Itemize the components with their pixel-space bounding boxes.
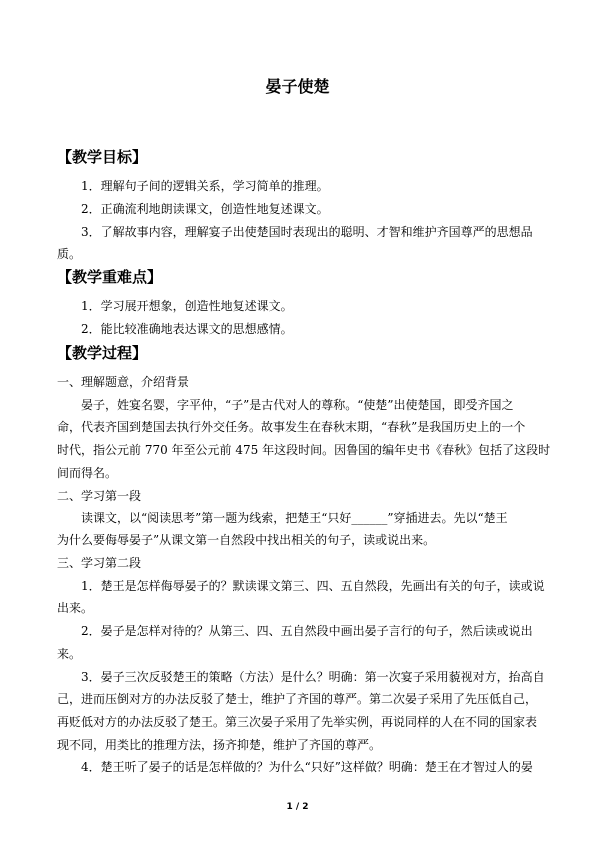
process-paragraph-line: 时代，指公元前 770 年至公元前 475 年这段时间。因鲁国的编年史书《春秋》包括了这段时 [57, 443, 551, 457]
goal-item-3: 3．了解故事内容，理解宴子出使楚国时表现出的聪明、才智和维护齐国尊严的思想品 [81, 225, 533, 239]
process-subheading-1: 一、理解题意，介绍背景 [57, 375, 190, 389]
section-heading-key-points: 【教学重难点】 [57, 268, 163, 286]
page-title: 晏子使楚 [265, 77, 330, 96]
process-paragraph-line: 再贬低对方的办法反驳了楚王。第三次晏子采用了先举实例，再说同样的人在不同的国家表 [57, 715, 538, 729]
key-point-item-1: 1．学习展开想象，创造性地复述课文。 [81, 299, 293, 313]
process-paragraph-line: 现不同，用类比的推理方法，扬齐抑楚，维护了齐国的尊严。 [57, 738, 382, 752]
process-paragraph-line: 4．楚王听了晏子的话是怎样做的？为什么“只好”这样做？明确：楚王在才智过人的晏 [81, 760, 533, 774]
goal-item-3-cont: 质。 [57, 247, 82, 261]
process-paragraph-line: 来。 [57, 647, 82, 661]
process-paragraph-line: 晏子，姓宴名婴，字平仲，“子”是古代对人的尊称。“使楚”出使楚国，即受齐国之 [81, 398, 514, 412]
key-point-item-2: 2．能比较准确地表达课文的思想感情。 [81, 322, 293, 336]
process-subheading-3: 三、学习第二段 [57, 556, 142, 570]
section-heading-process: 【教学过程】 [57, 344, 148, 362]
process-paragraph-line: 3．晏子三次反驳楚王的策略（方法）是什么？明确：第一次宴子采用藐视对方，抬高自 [81, 670, 545, 684]
process-paragraph-line: 间而得名。 [57, 466, 118, 480]
page-number: 1 / 2 [286, 802, 309, 812]
process-paragraph-line: 为什么要侮辱晏子”从课文第一自然段中找出相关的句子，读或说出来。 [57, 533, 436, 547]
process-paragraph-line: 2．晏子是怎样对待的？从第三、四、五自然段中画出晏子言行的句子，然后读或说出 [81, 624, 533, 638]
section-heading-goals: 【教学目标】 [57, 148, 148, 166]
goal-item-1: 1．理解句子间的逻辑关系，学习简单的推理。 [81, 179, 329, 193]
process-paragraph-line: 1．楚王是怎样侮辱晏子的？默读课文第三、四、五自然段，先画出有关的句子，读或说 [81, 579, 545, 593]
process-paragraph-line: 出来。 [57, 601, 94, 615]
process-paragraph-line: 命，代表齐国到楚国去执行外交任务。故事发生在春秋末期，“春秋”是我国历史上的一个 [57, 420, 526, 434]
process-paragraph-line: 读课文，以“阅读思考”第一题为线索，把楚王“只好______”穿插进去。先以“楚王 [81, 511, 508, 525]
process-subheading-2: 二、学习第一段 [57, 489, 142, 503]
goal-item-2: 2．正确流利地朗读课文，创造性地复述课文。 [81, 202, 329, 216]
process-paragraph-line: 己，进而压倒对方的办法反驳了楚士，维护了齐国的尊严。第二次晏子采用了先压低自己， [57, 692, 538, 706]
